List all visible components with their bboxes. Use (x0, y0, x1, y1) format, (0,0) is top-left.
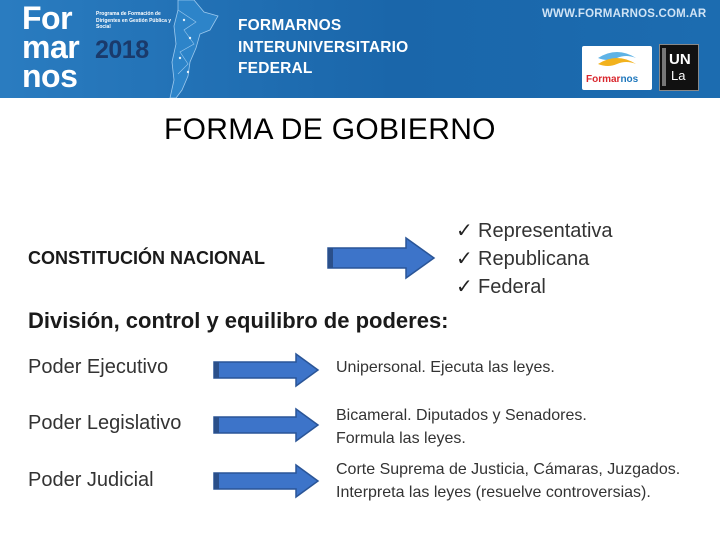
program-title-line3: FEDERAL (238, 60, 313, 77)
argentina-map-icon (160, 0, 230, 98)
feature-item: ✓ Representativa (456, 217, 613, 245)
poder-judicial-label: Poder Judicial (28, 469, 154, 491)
brand-word-line3: nos (22, 58, 78, 94)
program-title-line2: INTERUNIVERSITARIO (238, 38, 409, 56)
brand-word-line2: mar (22, 29, 80, 65)
program-title-line1: FORMARNOS (238, 17, 342, 34)
unla-side-stripe (662, 48, 666, 86)
unla-logo-bottom: La (671, 68, 686, 83)
poder-legislativo-arrow-icon (212, 407, 320, 443)
brand-word-line1: For (22, 0, 73, 36)
feature-item: ✓ Republicana (456, 245, 613, 273)
brand-tagline: Programa de Formación de Dirigentes en Gestión Pública y Social (96, 11, 172, 30)
poder-legislativo-desc: Bicameral. Diputados y Senadores. Formula las leyes. (336, 407, 587, 447)
constitucion-label: CONSTITUCIÓN NACIONAL (28, 248, 265, 268)
formarnos-logo (582, 46, 652, 90)
feature-item: ✓ Federal (456, 273, 613, 301)
poder-judicial-desc: Corte Suprema de Justicia, Cámaras, Juzgados. Interpreta las leyes (resuelve controversias). (336, 461, 681, 501)
unla-logo-top: UN (669, 51, 691, 68)
features-list (456, 217, 613, 301)
unla-logo (659, 44, 699, 91)
program-title (238, 15, 408, 80)
formarnos-wave-icon (596, 50, 638, 72)
header-banner (0, 0, 720, 98)
website-url: WWW.FORMARNOS.COM.AR (542, 8, 707, 20)
poder-judicial-arrow-icon (212, 463, 320, 499)
slide-title: FORMA DE GOBIERNO (164, 113, 496, 146)
poder-ejecutivo-desc: Unipersonal. Ejecuta las leyes. (336, 359, 555, 376)
constitucion-arrow-icon (326, 236, 436, 280)
formarnos-logo-text: Formarnos (586, 74, 639, 85)
checkmark-icon: ✓ (456, 276, 473, 298)
checkmark-icon: ✓ (456, 248, 473, 270)
poder-legislativo-label: Poder Legislativo (28, 412, 182, 434)
poder-ejecutivo-arrow-icon (212, 352, 320, 388)
year-label: 2018 (95, 36, 149, 64)
poder-ejecutivo-label: Poder Ejecutivo (28, 356, 169, 378)
checkmark-icon: ✓ (456, 220, 473, 242)
division-heading: División, control y equilibro de poderes: (28, 308, 449, 333)
